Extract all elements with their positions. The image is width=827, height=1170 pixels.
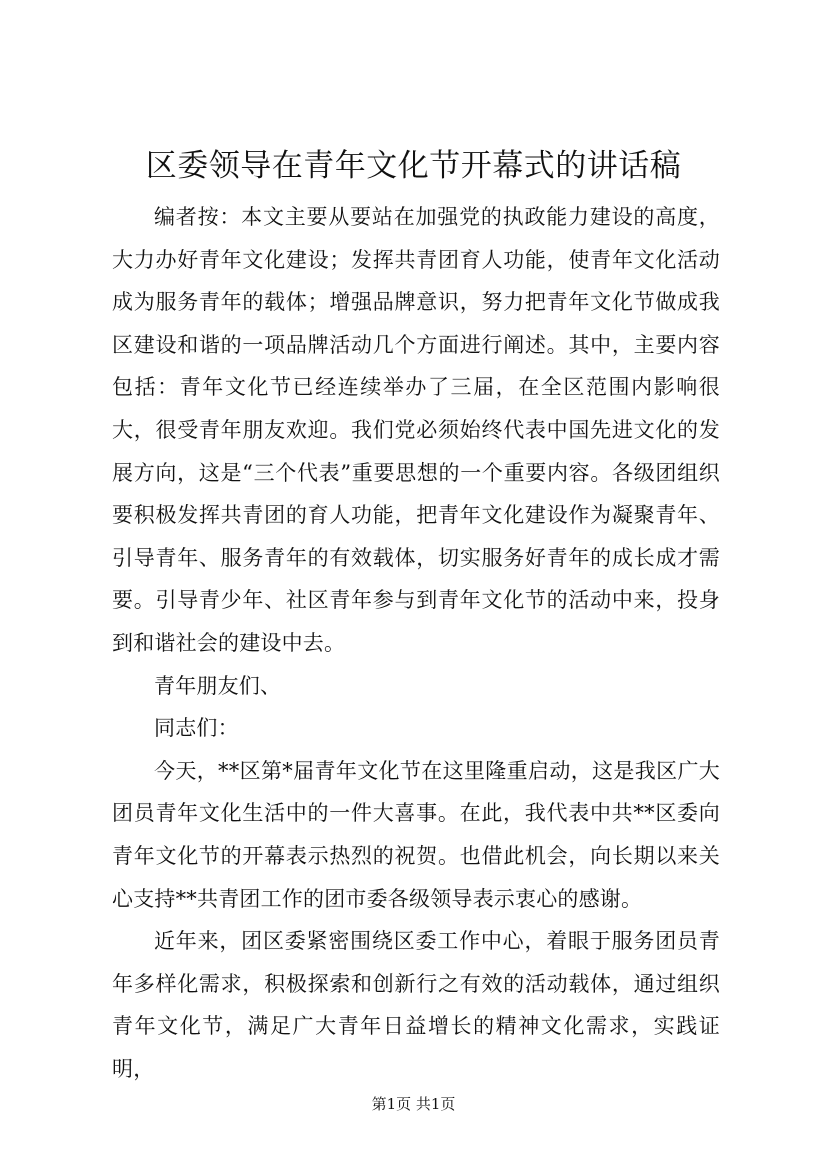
page-number-footer: 第1页 共1页: [371, 1095, 456, 1113]
document-body: [112, 196, 720, 1090]
paragraph-recent-years: 近年来，团区委紧密围绕区委工作中心，着眼于服务团员青年多样化需求，积极探索和创新行之有效的活动载体，通过组织青年文化节，满足广大青年日益增长的精神文化需求，实践证明，: [112, 929, 720, 1081]
paragraph-opening: 今天，**区第*届青年文化节在这里隆重启动，这是我区广大团员青年文化生活中的一件大喜事。在此，我代表中共**区委向青年文化节的开幕表示热烈的祝贺。也借此机会，向长期以来关心支持**共青团工作的团市委各级领导表示衷心的感谢。: [112, 758, 720, 911]
paragraph-editor-note: 编者按：本文主要从要站在加强党的执政能力建设的高度，大力办好青年文化建设；发挥共青团育人功能，使青年文化活动成为服务青年的载体；增强品牌意识，努力把青年文化节做成我区建设和谐的一项品牌活动几个方面进行阐述。其中，主要内容包括：青年文化节已经连续举办了三届，在全区范围内影响很大，很受青年朋友欢迎。我们党必须始终代表中国先进文化的发展方向，这是“三个代表”重要思想的一个重要内容。各级团组织要积极发挥共青团的育人功能，把青年文化建设作为凝聚青年、引导青年、服务青年的有效载体，切实服务好青年的成长成才需要。引导青少年、社区青年参与到青年文化节的活动中来，投身到和谐社会的建设中去。: [112, 205, 720, 655]
document-title: 区委领导在青年文化节开幕式的讲话稿: [145, 148, 682, 184]
paragraph-salutation-comrades: 同志们：: [154, 716, 239, 741]
paragraph-salutation-youth: 青年朋友们、: [154, 673, 282, 698]
